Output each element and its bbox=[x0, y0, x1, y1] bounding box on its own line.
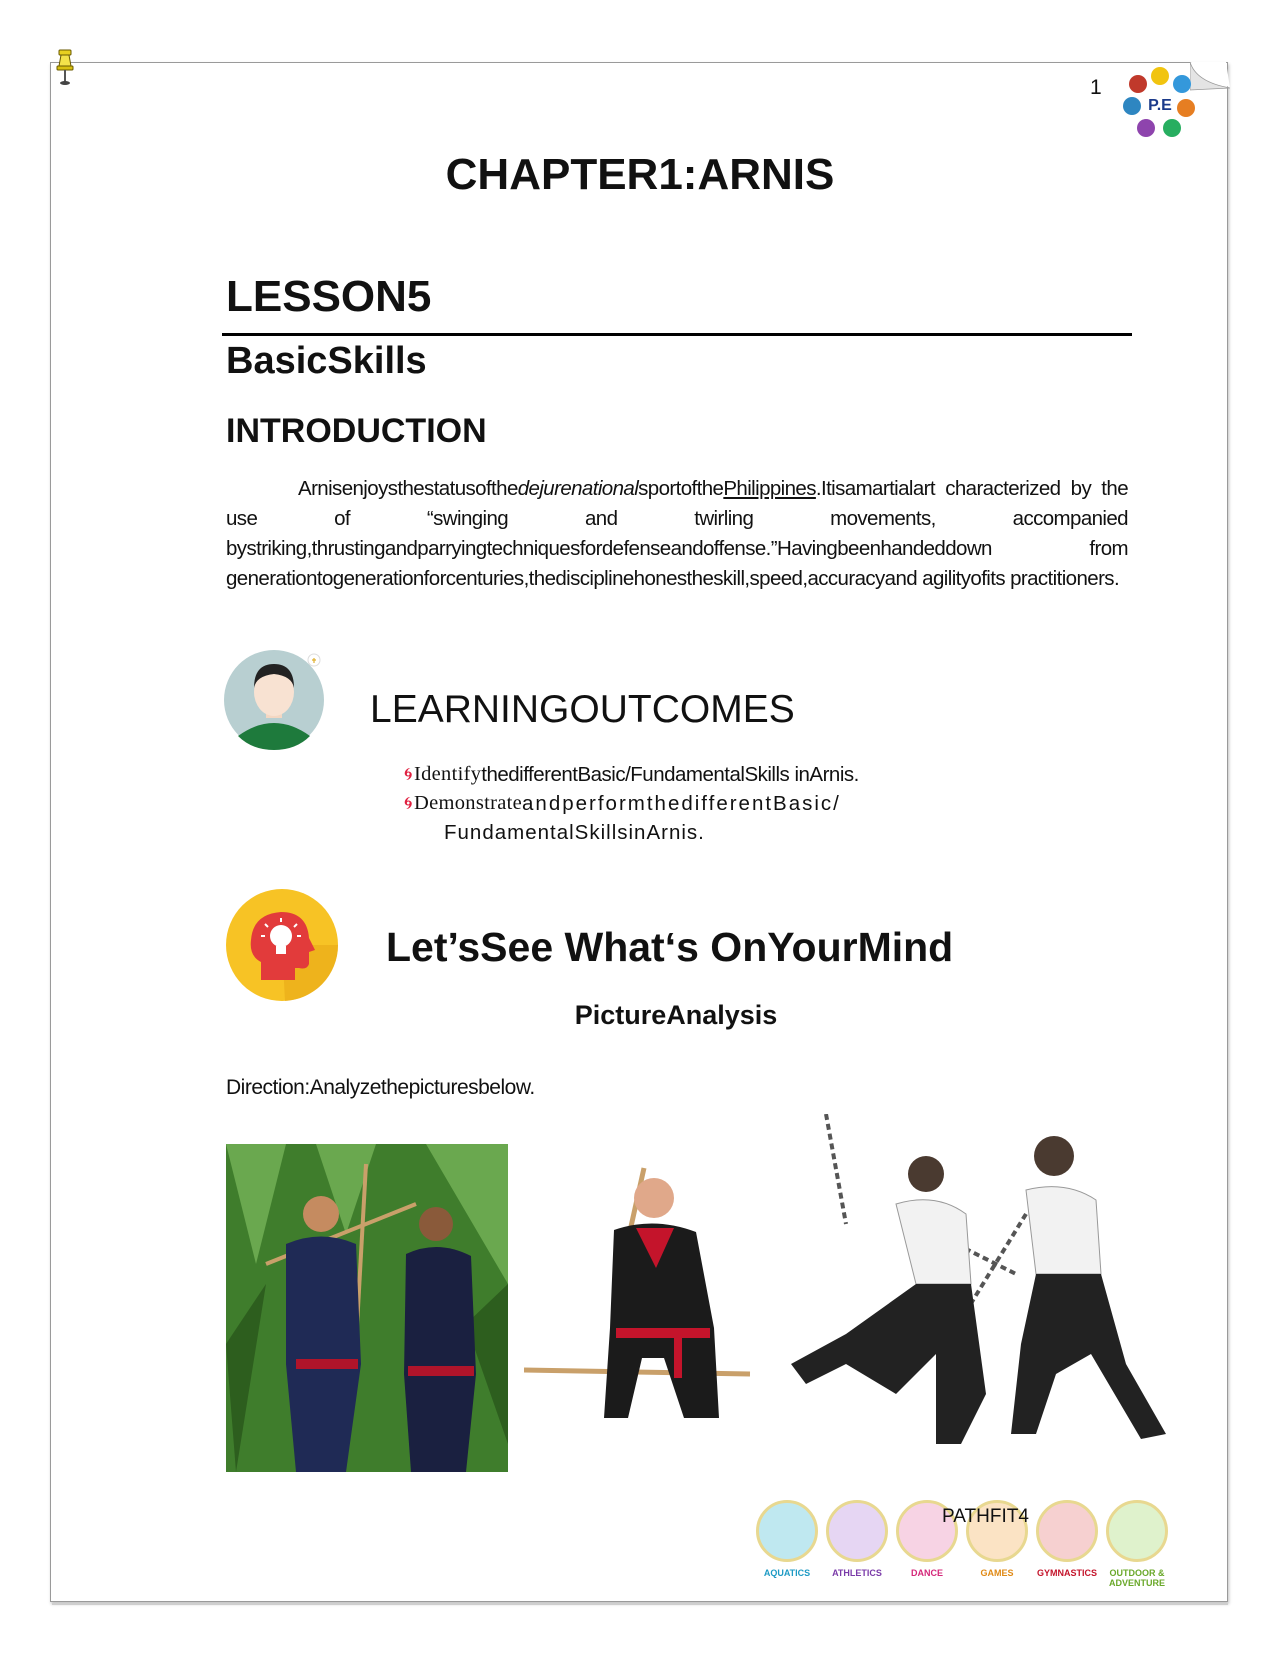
mind-heading: Let’sSee What‘s OnYourMind bbox=[386, 924, 954, 970]
badge-aquatics: AQUATICS bbox=[752, 1500, 822, 1578]
student-avatar-icon bbox=[224, 648, 328, 752]
lesson-divider bbox=[222, 333, 1132, 336]
badge-games: GAMES bbox=[962, 1500, 1032, 1578]
page-shadow-edge bbox=[52, 1603, 1228, 1605]
learning-outcomes-list bbox=[404, 760, 859, 847]
arnis-master-stance-photo bbox=[524, 1158, 756, 1444]
footer-course-code: PATHFIT4 bbox=[942, 1506, 1029, 1527]
list-item bbox=[404, 760, 859, 789]
outcome-verb: Identify bbox=[413, 763, 482, 785]
badge-gymnastics: GYMNASTICS bbox=[1032, 1500, 1102, 1578]
intro-text-3: .Itisamartialart characterized by the use of “swinging and twirling movements, accompanied bystriking,thrustingandparryingtechniquesfordefenseandoffense.”Havingbeenhandeddown from generationtogenerationforcenturies,thedisciplinehonestheskill,speed,accuracyand agilityofits practitioners. bbox=[226, 477, 1128, 590]
lesson-subtitle: BasicSkills bbox=[226, 340, 427, 382]
gymnast-icon bbox=[1036, 1500, 1098, 1562]
outcome-text: andperformthedifferentBasic/ bbox=[522, 792, 841, 815]
arnis-stick-fighting-photo bbox=[786, 1114, 1186, 1454]
picture-analysis-heading: PictureAnalysis bbox=[574, 1000, 778, 1030]
introduction-paragraph bbox=[226, 474, 1128, 594]
page-number: 1 bbox=[1090, 76, 1102, 99]
chapter-title: CHAPTER1:ARNIS bbox=[445, 150, 835, 199]
swirl-bullet-icon: 🌀︎ bbox=[404, 764, 412, 784]
hiker-icon bbox=[1106, 1500, 1168, 1562]
outcome-continuation: FundamentalSkillsinArnis. bbox=[444, 821, 705, 844]
list-item bbox=[404, 789, 859, 818]
intro-text-2: sportofthe bbox=[638, 477, 724, 500]
outcome-text: thedifferentBasic/FundamentalSkills inArnis. bbox=[481, 763, 859, 786]
pushpin-icon bbox=[54, 48, 76, 88]
runner-icon bbox=[826, 1500, 888, 1562]
outcome-verb: Demonstrate bbox=[413, 792, 523, 814]
svg-text:P.E: P.E bbox=[1148, 97, 1172, 114]
swimmer-icon bbox=[756, 1500, 818, 1562]
pe-logo bbox=[1122, 66, 1198, 142]
badge-dance: DANCE bbox=[892, 1500, 962, 1578]
intro-text-1: Arnisenjoysthestatusofthe bbox=[298, 477, 518, 500]
intro-italic: dejurenational bbox=[517, 477, 639, 500]
arnis-sparring-photo bbox=[226, 1144, 508, 1472]
learning-outcomes-heading: LEARNINGOUTCOMES bbox=[370, 688, 795, 731]
direction-text: Direction:Analyzethepicturesbelow. bbox=[226, 1076, 535, 1099]
swirl-bullet-icon: 🌀︎ bbox=[404, 793, 412, 813]
badge-athletics: ATHLETICS bbox=[822, 1500, 892, 1578]
badge-outdoor-adventure: OUTDOOR & ADVENTURE bbox=[1102, 1500, 1172, 1588]
lesson-title: LESSON5 bbox=[226, 272, 432, 321]
introduction-heading: INTRODUCTION bbox=[226, 412, 487, 450]
philippines-link[interactable]: Philippines bbox=[723, 477, 816, 500]
head-lightbulb-icon bbox=[225, 888, 339, 1002]
